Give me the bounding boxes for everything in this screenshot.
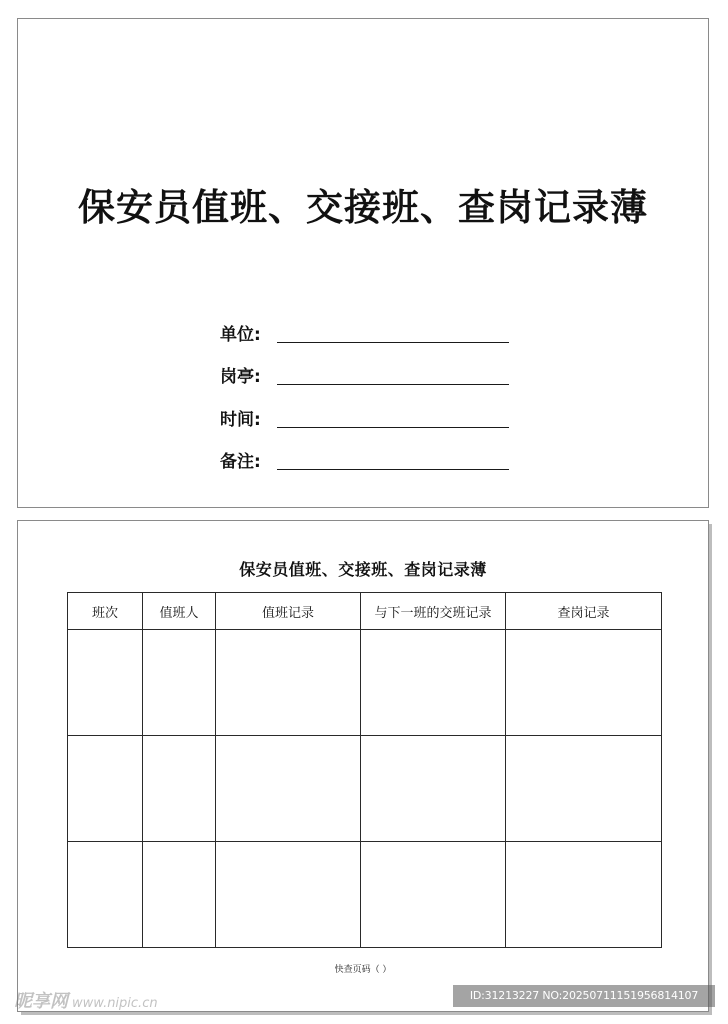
cover-page [17,18,709,508]
table-cell[interactable] [506,736,662,842]
column-header-inspection-record: 查岗记录 [506,593,662,630]
field-remark [220,444,520,474]
table-cell[interactable] [143,842,216,948]
table-row [68,630,662,736]
table-cell[interactable] [68,842,143,948]
column-header-handover-record: 与下一班的交班记录 [361,593,506,630]
field-time-line[interactable] [277,427,509,428]
log-page-title: 保安员值班、交接班、查岗记录薄 [239,560,487,579]
table-row [68,842,662,948]
field-time-label: 时间: [220,410,261,430]
column-header-duty-record: 值班记录 [216,593,361,630]
field-post [220,359,520,389]
table-cell[interactable] [143,736,216,842]
site-watermark-name: 昵享网 [14,991,68,1012]
field-unit [220,317,520,347]
column-header-shift: 班次 [68,593,143,630]
duty-log-table [67,592,662,948]
column-header-duty-person: 值班人 [143,593,216,630]
page-shadow-right [709,524,712,1014]
table-cell[interactable] [361,736,506,842]
table-cell[interactable] [216,630,361,736]
field-time [220,402,520,432]
table-cell[interactable] [216,842,361,948]
field-post-label: 岗亭: [220,367,261,387]
table-cell[interactable] [506,630,662,736]
field-remark-line[interactable] [277,469,509,470]
table-row [68,736,662,842]
table-cell[interactable] [216,736,361,842]
image-id-watermark: ID:31213227 NO:20250711151956814107 [453,985,715,1007]
log-page [17,520,709,1012]
cover-title: 保安员值班、交接班、查岗记录薄 [78,186,648,229]
field-post-line[interactable] [277,384,509,385]
field-unit-label: 单位: [220,325,261,345]
site-watermark-url: www.nipic.cn [72,996,158,1011]
table-cell[interactable] [361,630,506,736]
table-cell[interactable] [506,842,662,948]
table-cell[interactable] [68,736,143,842]
page-number-label: 快查页码（ ） [334,965,392,975]
table-header-row [68,593,662,630]
table-cell[interactable] [143,630,216,736]
table-cell[interactable] [68,630,143,736]
site-watermark [14,987,158,1013]
table-cell[interactable] [361,842,506,948]
field-unit-line[interactable] [277,342,509,343]
field-remark-label: 备注: [220,452,261,472]
